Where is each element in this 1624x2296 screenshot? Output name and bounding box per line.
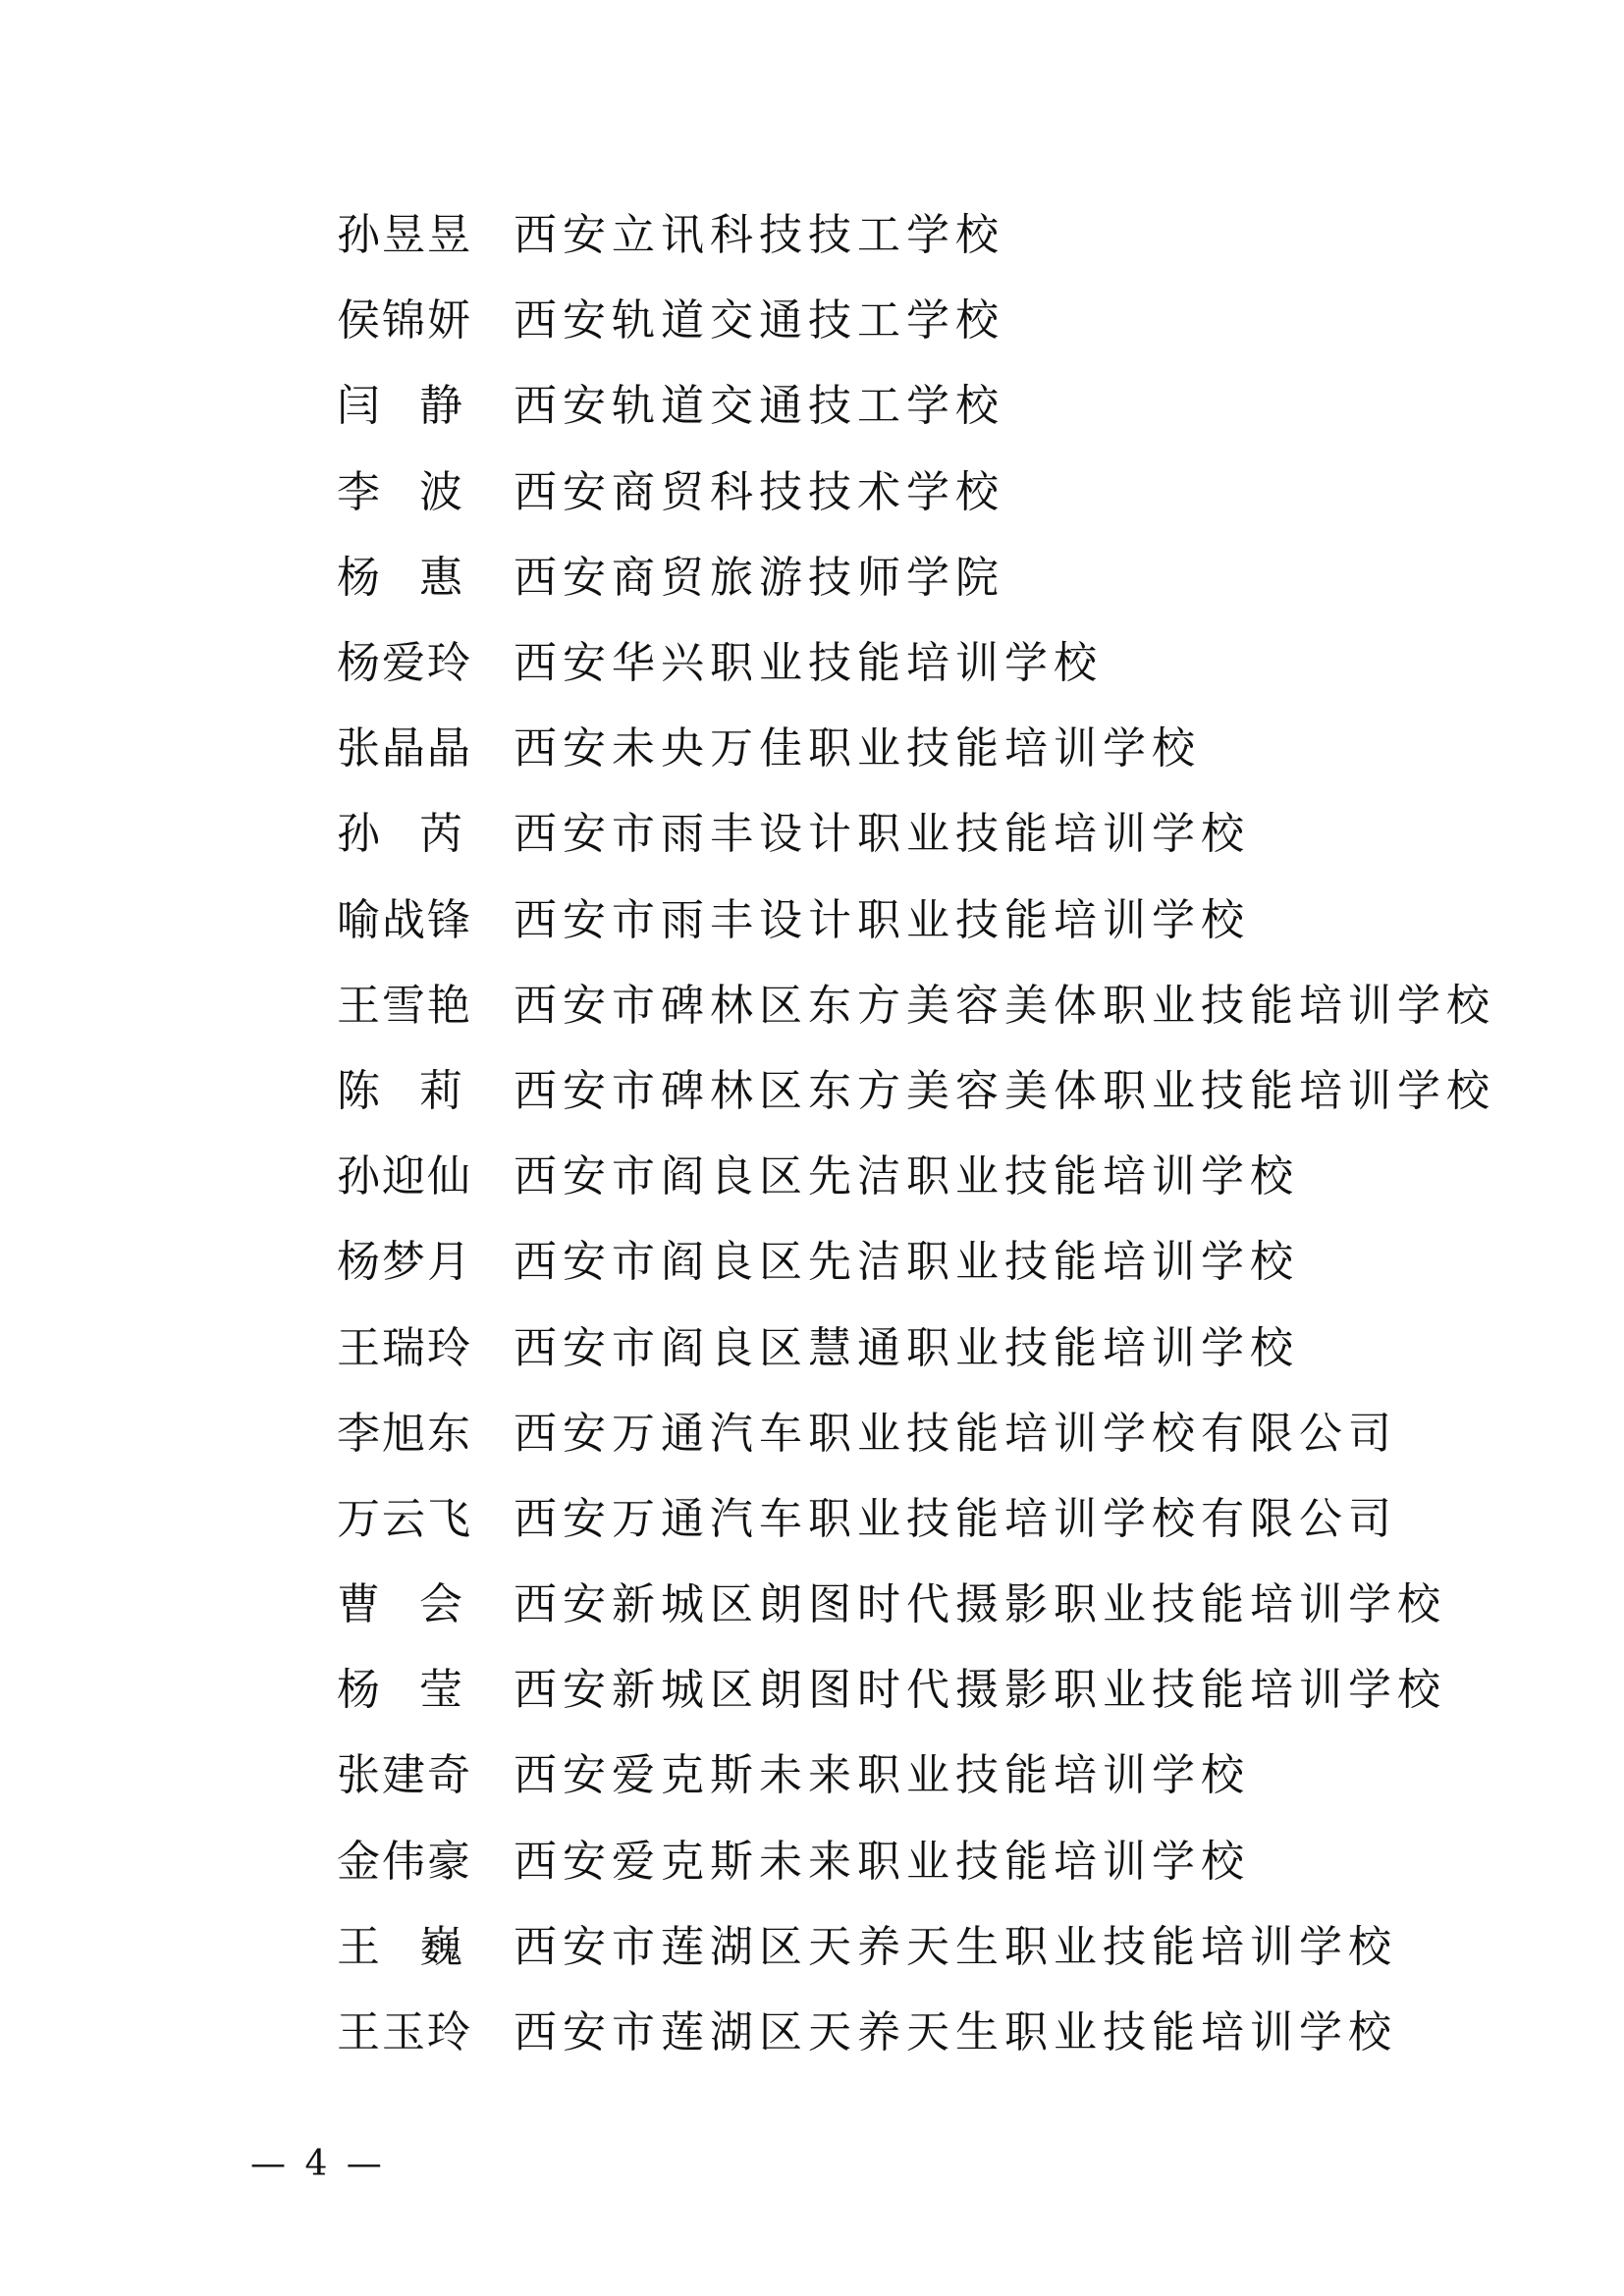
organization-name: 西安市碑林区东方美容美体职业技能培训学校 — [514, 980, 1495, 1031]
list-item — [337, 1647, 1446, 1733]
list-item — [337, 1391, 1417, 1476]
organization-name: 西安华兴职业技能培训学校 — [514, 638, 1103, 689]
organization-name: 西安市阎良区慧通职业技能培训学校 — [514, 1322, 1299, 1373]
list-item — [337, 706, 1417, 791]
organization-name: 西安爱克斯未来职业技能培训学校 — [514, 1836, 1250, 1887]
person-name: 孙 芮 — [337, 809, 464, 860]
list-item — [337, 1048, 1495, 1134]
person-name: 张晶晶 — [337, 723, 472, 774]
person-name: 侯锦妍 — [337, 295, 472, 347]
organization-name: 西安市莲湖区天养天生职业技能培训学校 — [514, 1921, 1397, 1972]
organization-name: 西安爱克斯未来职业技能培训学校 — [514, 1750, 1250, 1801]
organization-name: 西安新城区朗图时代摄影职业技能培训学校 — [514, 1665, 1446, 1716]
organization-name: 西安轨道交通技工学校 — [514, 381, 1004, 432]
organization-name: 西安未央万佳职业技能培训学校 — [514, 723, 1201, 774]
list-item — [337, 1476, 1417, 1562]
list-item — [337, 535, 1417, 620]
list-item — [337, 878, 1417, 963]
list-item — [337, 450, 1417, 535]
person-name: 王玉玲 — [337, 2007, 472, 2058]
person-name: 喻战锋 — [337, 894, 472, 945]
organization-name: 西安立讯科技技工学校 — [514, 210, 1004, 261]
organization-name: 西安新城区朗图时代摄影职业技能培训学校 — [514, 1579, 1446, 1630]
list-item — [337, 1134, 1417, 1219]
person-name: 曹 会 — [337, 1579, 464, 1630]
person-name: 杨 惠 — [337, 552, 464, 603]
person-name: 王瑞玲 — [337, 1322, 472, 1373]
person-name: 杨爱玲 — [337, 638, 472, 689]
person-name: 张建奇 — [337, 1750, 472, 1801]
list-item — [337, 963, 1495, 1048]
list-item — [337, 1904, 1417, 1990]
list-item — [337, 1305, 1417, 1390]
list-item — [337, 1819, 1417, 1904]
list-item — [337, 1990, 1417, 2075]
organization-name: 西安市阎良区先洁职业技能培训学校 — [514, 1237, 1299, 1288]
person-name: 闫 静 — [337, 381, 464, 432]
list-item — [337, 1219, 1417, 1305]
organization-name: 西安万通汽车职业技能培训学校有限公司 — [514, 1408, 1397, 1459]
person-name: 杨 莹 — [337, 1665, 464, 1716]
list-item — [337, 1562, 1446, 1647]
organization-name: 西安商贸旅游技师学院 — [514, 552, 1004, 603]
organization-name: 西安轨道交通技工学校 — [514, 295, 1004, 347]
person-name: 杨梦月 — [337, 1237, 472, 1288]
person-name: 王雪艳 — [337, 980, 472, 1031]
list-item — [337, 192, 1417, 278]
organization-name: 西安商贸科技技术学校 — [514, 466, 1004, 517]
person-name: 陈 莉 — [337, 1065, 464, 1116]
organization-name: 西安万通汽车职业技能培训学校有限公司 — [514, 1493, 1397, 1544]
list-item — [337, 791, 1417, 877]
person-name: 李 波 — [337, 466, 464, 517]
person-name: 王 巍 — [337, 1921, 464, 1972]
name-list — [337, 192, 1495, 2075]
organization-name: 西安市雨丰设计职业技能培训学校 — [514, 894, 1250, 945]
list-item — [337, 278, 1417, 363]
list-item — [337, 1733, 1417, 1818]
person-name: 孙昱昱 — [337, 210, 472, 261]
person-name: 孙迎仙 — [337, 1151, 472, 1202]
organization-name: 西安市雨丰设计职业技能培训学校 — [514, 809, 1250, 860]
organization-name: 西安市阎良区先洁职业技能培训学校 — [514, 1151, 1299, 1202]
page-number: — 4 — — [250, 2144, 386, 2184]
list-item — [337, 620, 1417, 706]
person-name: 万云飞 — [337, 1493, 472, 1544]
list-item — [337, 363, 1417, 449]
organization-name: 西安市莲湖区天养天生职业技能培训学校 — [514, 2007, 1397, 2058]
person-name: 金伟豪 — [337, 1836, 472, 1887]
organization-name: 西安市碑林区东方美容美体职业技能培训学校 — [514, 1065, 1495, 1116]
person-name: 李旭东 — [337, 1408, 472, 1459]
